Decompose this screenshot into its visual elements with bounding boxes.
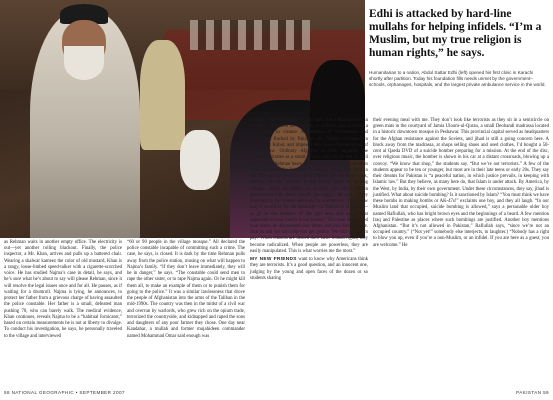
photo-woman-left: [140, 40, 185, 150]
body-column-1: [4, 240, 122, 340]
folio-right: PAKISTAN 59: [516, 390, 549, 395]
photo-caption: Humanitarian to a nation, Abdul Sattar Edhi (left) opened his first clinic in Karachi shortly after partition. Today his foundation fills needs unmet by the government–schools, orphanages, hospitals, and the largest private ambulance service in the world.: [369, 70, 546, 88]
article-headline: Edhi is attacked by hard-line mullahs for helping infidels. “I’m a Muslim, but my true religion is human rights,” he says.: [369, 8, 542, 59]
body-text: as Rehman waits in another empty office. The electricity is out—yet another rolling blackout. Finally, the police inspector, a Mr. Khan, arrives and pulls up a battered chair. Wearing a shalwar kameez the color of old mustard, Khan is a rangy, loose-limbed speed-talker with a cigarette-scorched voice. He has studied Najma’s case in detail, he says, and he’s sure what he’s about to say will please Rehman, since it will resolve the legal issues once and for all. He pauses, as if waiting for a drumroll. Najma is lying, he announces, to protect her father from a grievous charge of having assaulted the police constable. Her father is a small, defeated man pushing 70, who can barely walk. The medical evidence, Khan continues, reveals Najma to be a “habitual fornicator,” based on certain measurements he is not at liberty to divulge. To conduct his investigation, he says, he personally traveled to the village and interviewed: [4, 240, 122, 339]
body-text: want to know why Americans think they are terrorists. It’s a good question, and an innocent one, judging by the young and open faces of the dozen or so students sharing: [250, 257, 368, 281]
section-paragraph: [250, 257, 368, 282]
body-column-2: [127, 240, 245, 340]
section-lead-in: MY NEW FRIENDS: [250, 257, 297, 263]
photo-child: [180, 130, 220, 190]
body-column-4: [373, 118, 549, 249]
folio-left: 58 NATIONAL GEOGRAPHIC • SEPTEMBER 2007: [4, 390, 125, 395]
photo-people-background: [190, 20, 310, 50]
body-text: “60 or 90 people in the village mosque.” All declared the police constable incapable of committing such a crime. The case, he says, is closed. It is dark by the time Rehman pulls away from the police station, musing on what will happen to Najma’s family. “If they don’t leave immediately, they will be in danger,” he says. “The constable could send men to rape the other sister, or to rape Najma again. Or he might kill them all, to make an example of them or to punish them for going to the police.” It was a similar lawlessness that drove the people of Afghanistan into the arms of the Taliban in the mid-1990s. The country was then in the midst of a civil war and overrun by warlords, who grew rich on the opium trade, terrorized the countryside, and kidnapped and raped the sons and daughters of any poor farmer they chose. One day near Kandahar, a mullah and former mujahideen commander named Mohammad Omar said enough was: [127, 240, 245, 339]
body-text: enough. With the Koran in one hand and a Kalashnikov in the other, he rallied his students, or talibans, and launched a new jihad: to cleanse Afghanistan of lawlessness and corruption. Backed by Pakistan, the Taliban triumphed in 1996, took Kabul, and imposed their own extreme vision of Islamic law. Ordinary Afghans, at first, regarded the Taliban’s dictates as a small price to pay for an end to civil war. Rashid Rehman hears stories such as Najma’s and fears what lies ahead for Pakistan. To the cut on his way back to his office on the Punjabi city of Multan, he sits in the dark, looking out the window at the feeble lights of passing villages. When he speaks, he is calm and clean. “When government fails them, people get angry,” he says. “They lose faith in the system and look for alternatives. Think how easy it would be for the Islamists—or Taliban or al Qaeda—to go to the brothers of this girl now and say, ‘What happened to your family is not justice.’ This man dishonored your sister, he dishonored your father and your family name. Join us and we will help you get justice. We will make him pay.’ When citizens are denied their basic human rights, they become radicalized. When people are powerless, they are easily manipulated. This is what worries me the most.”: [250, 118, 368, 254]
photo-man-beard: [64, 46, 104, 80]
body-column-3: [250, 118, 368, 282]
body-text: their evening meal with me. They don’t look like terrorists as they sit in a semicircle on green mats in the courtyard of Jamia Uloom-ul-Quran, a small Deobandi madrassa located in a historic downtown mosque in Peshawar. This provincial capital served as headquarters for the Afghan resistance against the Soviets, and jihad is still a going concern here. A block away from the madrassa, at shops selling shoes and used clothes, I’d bought a 50-cent al Qaeda DVD of a suicide bomber preparing for a mission. At the end of the disc, over religious music, the bomber is shown in his car at a distant crossroads, blowing up a convoy. “We know that shop,” the students say. “But we’re not terrorists.” A few of the students appear to be ten or younger, but most are in their late teens or early 20s. They say their dreams for Pakistan is “a peaceful nation, in which justice prevails, in keeping with Islamic law.” But they believe, as many here do, that Islam is under attack. By America, by the West, by India, by their own government. Under these circumstances, they say, jihad is justified. What about suicide bombing? Is it sanctioned by Islam? “You must think we have these bombs in making bombs or AK-47s!” exclaims one boy, and they all laugh. “In our Muslim land that occupied, suicide bombing is allowed,” says a personable older boy named Rafiullah, who has bright brown eyes and the beginnings of a beard. A few mention Iraq and Palestine as places where such bombings are justified. Another boy mentions Afghanistan. “But it’s not allowed in Pakistan,” Rafiullah says, “since we’re not an occupied country.” (“Not yet!” somebody else interjects, to laughter.) “Nobody has a right to blow you up, even if you’re a non-Muslim, or an infidel. If you are here as a guest, you are welcome.” He: [373, 118, 549, 248]
